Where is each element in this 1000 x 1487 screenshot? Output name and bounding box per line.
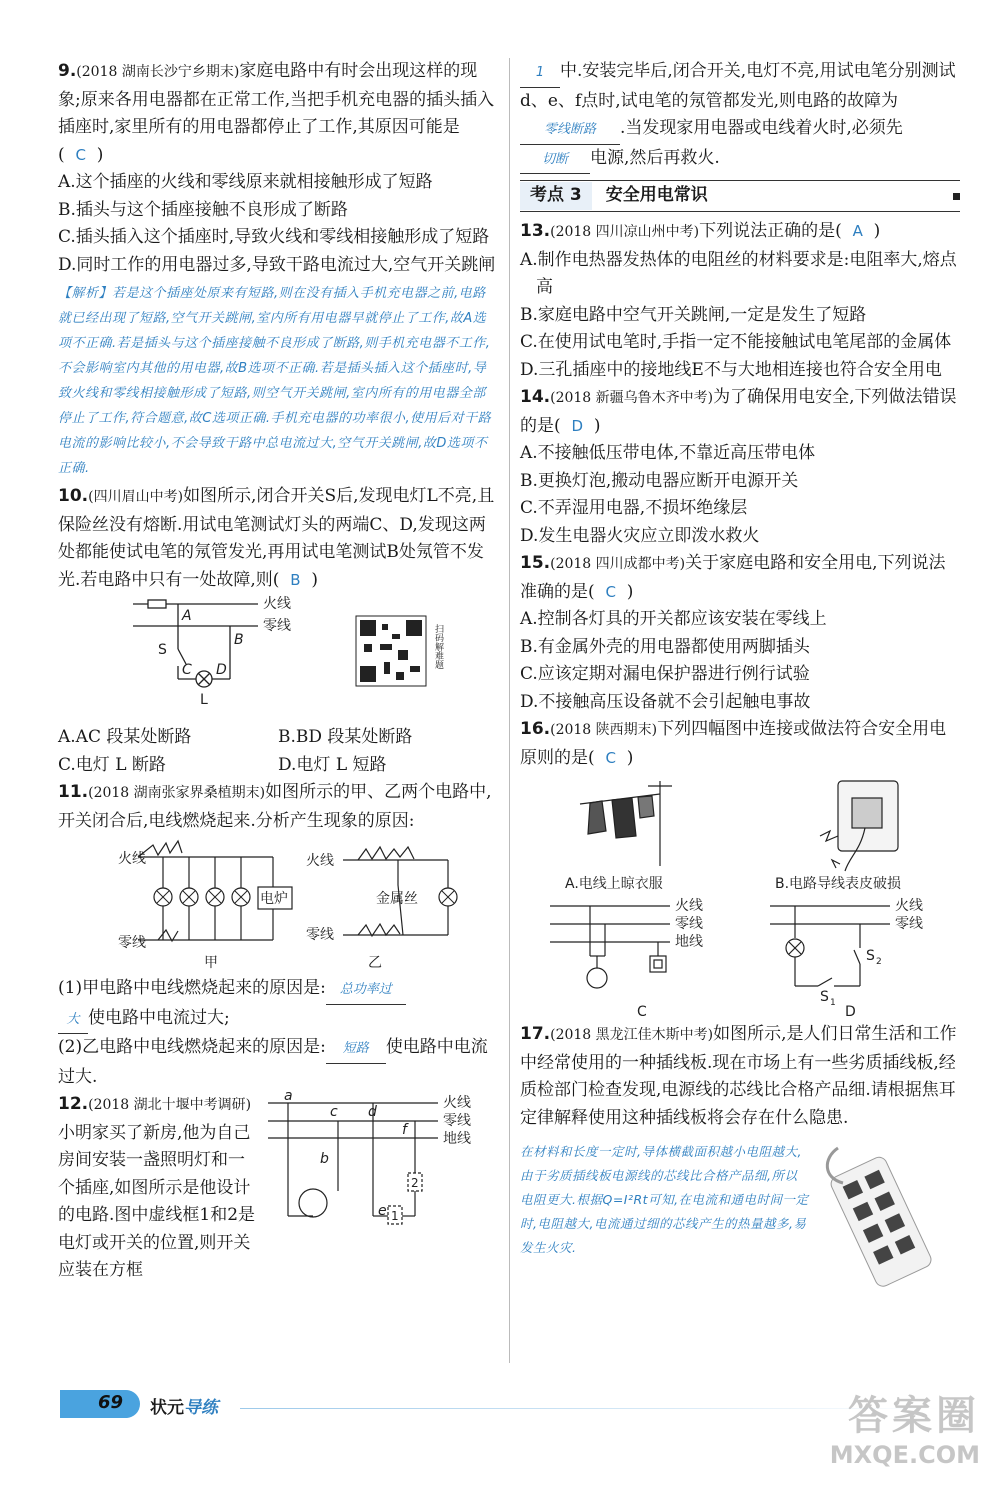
option-b: B.有金属外壳的用电器都使用两脚插头 (520, 636, 810, 657)
label-c-live: 火线 (675, 898, 703, 914)
left-column (58, 58, 498, 1285)
label-neutral-yi: 零线 (306, 927, 334, 943)
options-row-2 (58, 752, 498, 780)
label-stove: 电炉 (260, 891, 288, 907)
option-a: A.这个插座的火线和零线原来就相接触形成了短路 (58, 172, 433, 192)
page-number: 69 (98, 1392, 124, 1413)
question-source: (2018 四川成都中考) (550, 556, 686, 572)
label-L: L (200, 692, 208, 708)
q17-answer: 在材料和长度一定时,导体横截面积越小电阻越大,由于劣质插线板电源线的芯线比合格产品细,所以电阻更大.根据Q=I²Rt可知,在电流和通电时间一定时,电阻越大,电流通过细的芯线产生的热量越多,易发生火灾. (520, 1144, 809, 1255)
q12-answer-2: 零线断路 (520, 116, 620, 145)
sub1-suffix: 使电路中电流过大; (88, 1007, 230, 1028)
label-d: D (845, 1004, 856, 1020)
option-c: C.应该定期对漏电保护器进行例行试验 (520, 664, 810, 684)
question-stem: 如图所示,闭合开关S后,发现电灯L不亮,且保险丝没有熔断.用试电笔测试灯头的两端C、D,发现这两处都能使试电笔的氖管发光,再用试电笔测试B处氖管不发光.若电路中只有一处故障,则( (58, 486, 495, 590)
label-c-ground: 地线 (675, 934, 703, 950)
question-stem: 家庭电路中有时会出现这样的现象;原来各用电器都在正常工作,当把手机充电器的插头插入插座时,家里所有的用电器都停止了工作,其原因可能是( (58, 61, 495, 165)
option-a: A.不接触低压带电体,不靠近高压带电体 (520, 443, 816, 463)
paren: ) (96, 144, 104, 165)
label-neutral-jia: 零线 (118, 935, 146, 951)
question-stem: 如图所示,是人们日常生活和工作中经常使用的一种插线板.现在市场上有一些劣质插线板,经质检部门检查发现,电源线的芯线比合格产品细.请根据焦耳定律解释使用这种插线板将会存在什么隐患. (520, 1024, 957, 1128)
question-number: 16. (520, 719, 551, 739)
circuit-diagram-q12 (258, 1091, 498, 1231)
power-strip-image (818, 1138, 958, 1288)
answer: C (605, 582, 616, 601)
label-d: d (368, 1104, 377, 1120)
question-number: 14. (520, 387, 551, 407)
question-number: 11. (58, 782, 89, 802)
section-header (520, 180, 960, 212)
sub-question-1 (58, 975, 498, 1034)
question-source: (四川眉山中考) (88, 489, 184, 505)
question-number: 12. (58, 1094, 89, 1114)
question-source: (2018 黑龙江佳木斯中考) (550, 1027, 714, 1043)
question-source: (2018 四川凉山州中考) (550, 224, 700, 240)
option-c: C.电灯 L 断路 (58, 754, 166, 775)
paren: ) (311, 569, 319, 590)
question-12-cont (520, 58, 960, 174)
label-live-yi: 火线 (306, 853, 334, 869)
question-source: (2018 湖南长沙宁乡期末) (76, 64, 240, 80)
label-b: B.电路导线表皮破损 (775, 876, 902, 892)
qr-label: 扫码解难题 (433, 624, 443, 669)
question-number: 13. (520, 221, 551, 241)
question-stem: 下列四幅图中连接或做法符合安全用电原则的是( (520, 719, 947, 768)
option-b: B.插头与这个插座接触不良形成了断路 (58, 199, 348, 220)
question-10 (58, 483, 498, 779)
option-d: D.电灯 L 短路 (278, 754, 387, 775)
figure-d-circuit (770, 906, 890, 986)
section-tag: 考点 3 (520, 182, 592, 210)
watermark-line-1: 答案圈 (848, 1393, 980, 1439)
answer: B (290, 570, 301, 589)
question-number: 15. (520, 553, 551, 573)
question-source: (2018 新疆乌鲁木齐中考) (550, 390, 714, 406)
option-b: B.更换灯泡,搬动电器应断开电源开关 (520, 470, 799, 491)
q12-answer-3: 切断 (520, 146, 590, 175)
question-14 (520, 384, 960, 550)
sub1-answer: 总功率过 (326, 976, 406, 1005)
answer: A (852, 222, 863, 240)
option-a: A.制作电热器发热体的电阻丝的材料要求是:电阻率大,熔点高 (520, 249, 957, 297)
label-a: a (284, 1091, 293, 1104)
label-box1: 1 (391, 1209, 399, 1223)
sub1-answer-cont: 大 (58, 1006, 88, 1035)
label-s1: S (820, 989, 829, 1005)
brand (150, 1393, 218, 1418)
label-S: S (158, 642, 167, 658)
watermark (830, 1384, 980, 1469)
label-a: A.电线上晾衣服 (565, 876, 663, 892)
question-9 (58, 58, 498, 481)
watermark-line-2: MXQE.COM (829, 1441, 980, 1469)
option-b: B.家庭电路中空气开关跳闸,一定是发生了短路 (520, 304, 867, 325)
question-stem: 关于家庭电路和安全用电,下列说法准确的是( (520, 553, 946, 602)
option-a: A.AC 段某处断路 (58, 727, 192, 747)
label-metal: 金属丝 (376, 891, 418, 907)
question-12 (58, 1091, 498, 1285)
label-ground: 地线 (443, 1131, 471, 1147)
option-a: A.控制各灯具的开关都应该安装在零线上 (520, 609, 827, 629)
q12-stem4: 电源,然后再救火. (590, 147, 720, 168)
option-d: D.发生电器火灾应立即泼水救火 (520, 525, 760, 546)
label-e: e (378, 1203, 387, 1219)
question-source: (2018 陕西期末) (550, 722, 658, 738)
figure-c-circuit (550, 906, 670, 988)
option-d: D.同时工作的用电器过多,导致干路电流过大,空气开关跳闸 (58, 254, 496, 275)
sub1-prefix: (1)甲电路中电线燃烧起来的原因是: (58, 978, 326, 998)
label-yi: 乙 (368, 955, 382, 971)
option-c: C.在使用试电笔时,手指一定不能接触试电笔尾部的金属体 (520, 332, 952, 352)
label-s2-sub: 2 (876, 957, 882, 967)
paren: ) (626, 747, 634, 768)
question-13 (520, 218, 960, 384)
figure-b-damaged-wire (820, 781, 898, 871)
sub2-suffix: 使电路中电流过大. (58, 1037, 488, 1087)
q12-stem3: .当发现家用电器或电线着火时,必须先 (620, 118, 903, 138)
question-stem: 下列说法正确的是( (699, 221, 842, 241)
section-title: 安全用电常识 (605, 185, 708, 206)
right-column (520, 58, 960, 1288)
question-stem: 为了确保用电安全,下列做法错误的是( (520, 387, 957, 436)
circuit-diagram-q11 (58, 835, 498, 975)
paren: ) (593, 415, 601, 436)
label-live-jia: 火线 (118, 851, 146, 867)
column-divider (509, 58, 510, 1363)
option-d: D.不接触高压设备就不会引起触电事故 (520, 691, 811, 712)
label-neutral: 零线 (263, 618, 291, 634)
label-f: f (402, 1122, 407, 1138)
answer: C (75, 145, 86, 164)
label-live: 火线 (443, 1095, 471, 1111)
square-icon (953, 193, 960, 200)
option-c: C.不弄湿用电器,不损坏绝缘层 (520, 498, 748, 518)
label-B: B (234, 632, 244, 648)
label-c: c (330, 1104, 338, 1120)
label-c-neutral: 零线 (675, 916, 703, 932)
question-number: 10. (58, 486, 89, 506)
answer: C (605, 748, 616, 767)
sub-question-2 (58, 1034, 498, 1091)
label-neutral: 零线 (443, 1113, 471, 1129)
label-live: 火线 (263, 596, 291, 612)
sub2-prefix: (2)乙电路中电线燃烧起来的原因是: (58, 1037, 326, 1057)
label-s1-sub: 1 (830, 998, 836, 1008)
analysis: 【解析】若是这个插座处原来有短路,则在没有插入手机充电器之前,电路就已经出现了短路,空气开关跳闸,室内所有用电器早就停止了工作,故A选项不正确.若是插头与这个插座接触不良形成了断路,则手机充电器不工作,不会影响室内其他的用电器,故B选项不正确.若是插头插入这个插座时,导致火线和零线相接触形成了短路,则空气开关跳闸,室内所有的用电器全部停止了工作,符合题意,故C选项正确.手机充电器的功率很小,使用后对干路电流的影响比较小,不会导致干路中总电流过大,空气开关跳闸,故D选项不正确. (58, 286, 492, 476)
label-d-live: 火线 (895, 898, 923, 914)
label-b: b (320, 1151, 329, 1167)
option-d: D.三孔插座中的接地线E不与大地相连接也符合安全用电 (520, 359, 942, 380)
question-17 (520, 1021, 960, 1288)
label-c: C (637, 1004, 647, 1020)
label-jia: 甲 (204, 955, 218, 971)
question-15 (520, 550, 960, 716)
brand-part-2: 导练 (184, 1398, 218, 1418)
options-row-1 (58, 724, 498, 752)
label-box2: 2 (411, 1176, 419, 1190)
label-s2: S (866, 948, 875, 964)
option-b: B.BD 段某处断路 (278, 727, 413, 747)
qr-code (356, 616, 426, 686)
label-D: D (216, 662, 227, 678)
question-number: 9. (58, 61, 77, 81)
label-d-neutral: 零线 (895, 916, 923, 932)
question-source: (2018 湖南张家界桑植期末) (88, 785, 266, 801)
safety-figures (520, 776, 960, 1021)
brand-part-1: 状元 (150, 1398, 184, 1418)
question-stem: 小明家买了新房,他为自己房间安装一盏照明灯和一个插座,如图所示是他设计的电路.图中虚线框1和2是电灯或开关的位置,则开关应装在方框 (58, 1122, 256, 1280)
circuit-diagram-q10 (58, 594, 498, 724)
sub2-answer: 短路 (326, 1035, 386, 1064)
question-11 (58, 779, 498, 1091)
paren: ) (626, 581, 634, 602)
q12-stem2: 中.安装完毕后,闭合开关,电灯不亮,用试电笔分别测试d、e、f点时,试电笔的氖管都发光,则电路的故障为 (520, 61, 956, 111)
q12-answer-1: 1 (520, 59, 560, 88)
label-A: A (182, 608, 192, 624)
paren: ) (873, 221, 881, 241)
figure-a-clothes-on-wire (580, 781, 672, 866)
question-source: (2018 湖北十堰中考调研) (88, 1097, 252, 1113)
question-number: 17. (520, 1024, 551, 1044)
question-stem: 如图所示的甲、乙两个电路中,开关闭合后,电线燃烧起来.分析产生现象的原因: (58, 782, 492, 831)
label-C: C (182, 662, 192, 678)
answer: D (571, 416, 584, 435)
question-16 (520, 716, 960, 1021)
option-c: C.插头插入这个插座时,导致火线和零线相接触形成了短路 (58, 227, 490, 247)
